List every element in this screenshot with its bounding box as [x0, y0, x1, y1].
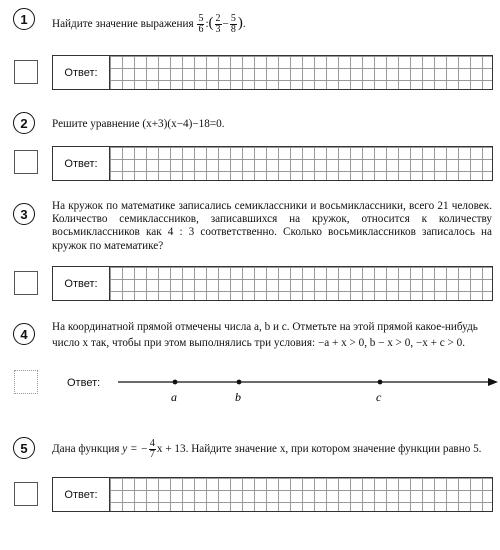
answer-label-4: Ответ: — [67, 377, 101, 389]
point-a — [173, 380, 178, 385]
question-3-text: На кружок по математике записались семиклассники и восьмиклассники, всего 21 человек. Количество семиклассников, записавшихся на кружок, относится к количеству восьмиклассников как 4 : 3 соответственно. Сколько восьмиклассников записалось на кружок по математике? — [52, 200, 492, 252]
coordinate-line[interactable] — [110, 370, 500, 410]
q4-line-1: На координатной прямой отмечены числа a, b и c. Отметьте на этой прямой какое-нибудь — [52, 321, 478, 333]
question-number-5: 5 — [13, 437, 35, 459]
answer-checkbox-1[interactable] — [14, 60, 38, 84]
answer-grid-3[interactable] — [52, 266, 493, 301]
answer-checkbox-2[interactable] — [14, 150, 38, 174]
question-2-text: Решите уравнение (x+3)(x−4)−18=0. — [52, 118, 225, 130]
answer-grid-2[interactable] — [52, 146, 493, 181]
label-c: c — [376, 390, 382, 404]
fraction-5-6: $\frac{5}{6}$ — [198, 13, 204, 35]
answer-grid-1[interactable] — [52, 55, 493, 90]
answer-label-5: Ответ: — [53, 478, 110, 511]
answer-label-3: Ответ: — [53, 267, 110, 300]
answer-checkbox-3[interactable] — [14, 271, 38, 295]
answer-checkbox-5[interactable] — [14, 482, 38, 506]
question-number-2: 2 — [13, 112, 35, 134]
q4-line-2: число x так, чтобы при этом выполнялись три условия: −a + x > 0, b − x > 0, −x + c > 0. — [52, 337, 466, 350]
answer-label-2: Ответ: — [53, 147, 110, 180]
point-b — [237, 380, 242, 385]
equation: (x+3)(x−4)−18=0. — [142, 118, 225, 130]
answer-grid-5[interactable] — [52, 477, 493, 512]
question-5-text: Дана функция y = − $\frac{4}{7}$ x + 13. Найдите значение x, при котором значение функции равно 5. — [52, 438, 482, 460]
question-1-text: Найдите значение выражения $\frac{5}{6}$ :( $\frac{2}{3}$ − $\frac{5}{8}$ ). — [52, 13, 246, 35]
question-number-1: 1 — [13, 8, 35, 30]
point-c — [378, 380, 383, 385]
answer-label-1: Ответ: — [53, 56, 110, 89]
fraction-5-8: $\frac{5}{8}$ — [230, 13, 236, 35]
fraction-4-7: $\frac{4}{7}$ — [149, 438, 155, 460]
axis-arrow — [488, 378, 498, 386]
label-b: b — [235, 390, 241, 404]
question-number-4: 4 — [13, 323, 35, 345]
fraction-2-3: $\frac{2}{3}$ — [215, 13, 221, 35]
question-number-3: 3 — [13, 203, 35, 225]
question-4-text — [52, 321, 492, 350]
answer-checkbox-4[interactable] — [14, 370, 38, 394]
q1-label: Найдите значение выражения — [52, 18, 194, 31]
label-a: a — [171, 390, 177, 404]
